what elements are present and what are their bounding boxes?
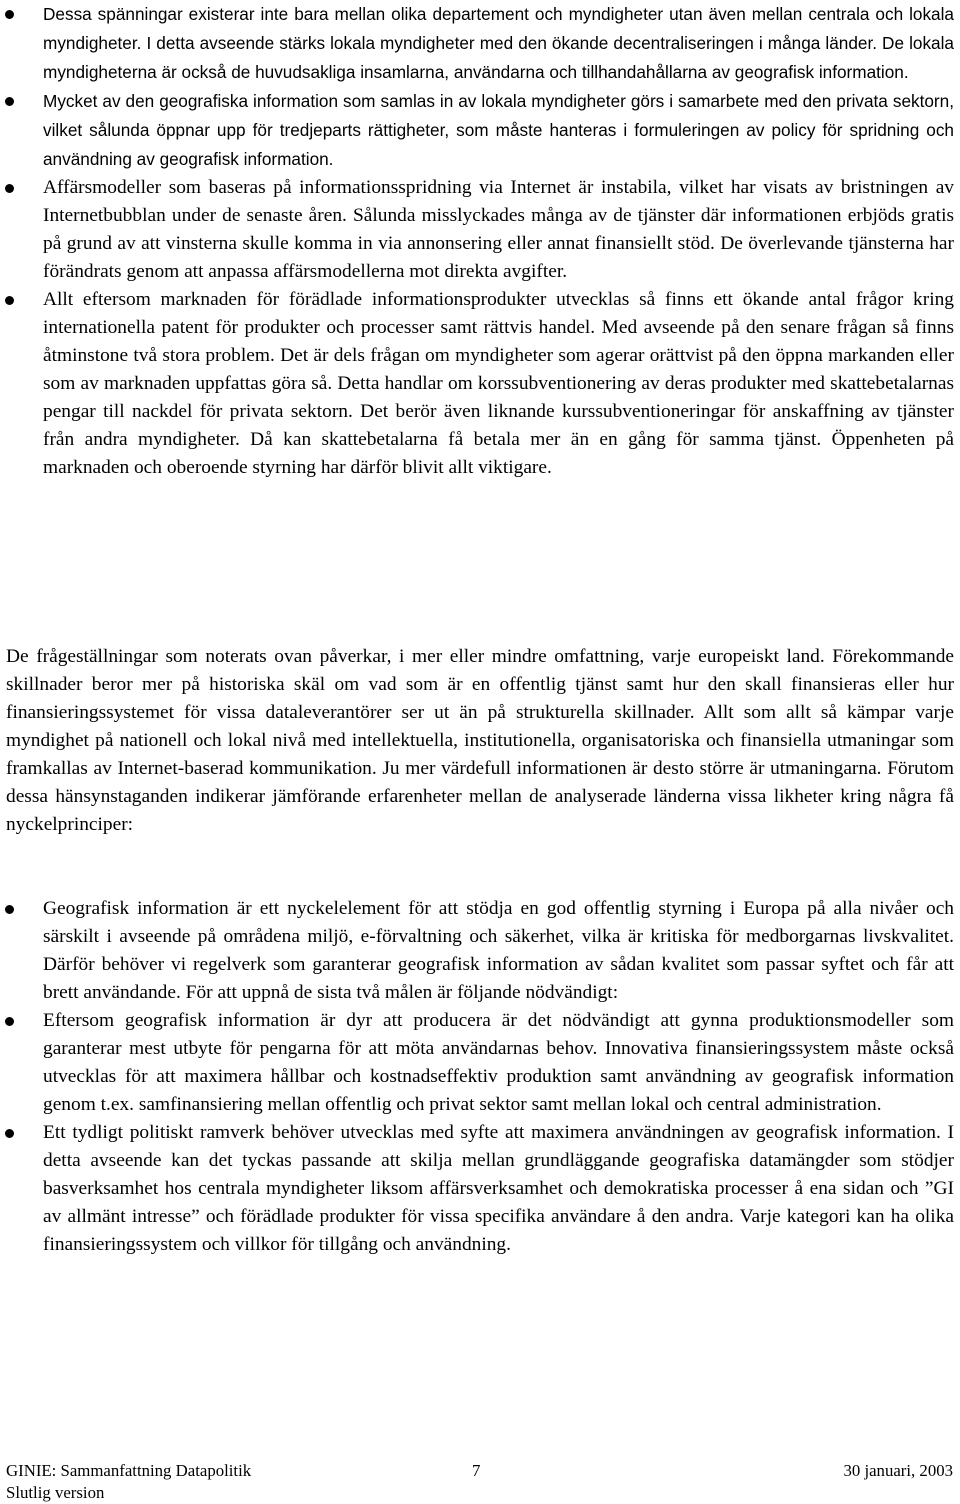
bullet-list-top	[0, 0, 960, 482]
bullet-text: Eftersom geografisk information är dyr att producera är det nödvändigt att gynna produktionsmodeller som garanterar mest utbyte för pengarna för att möta användarnas behov. Innovativa finansieringssystem måste också utvecklas för att maximera hållbar och kostnadseffektiv produktion samt användning av geografisk information genom t.ex. samfinansiering mellan offentlig och privat sektor samt mellan lokal och central administration.	[43, 1010, 954, 1115]
page-footer	[6, 1460, 953, 1504]
bullet-item	[0, 895, 960, 1007]
bullet-item	[0, 87, 960, 174]
bullet-dot-icon	[5, 905, 14, 914]
bullet-dot-icon	[5, 1017, 14, 1026]
bullet-dot-icon	[5, 10, 14, 19]
bullet-item	[0, 174, 960, 286]
bullet-dot-icon	[5, 184, 14, 193]
bullet-list-bottom	[0, 895, 960, 1259]
footer-document-title: GINIE: Sammanfattning Datapolitik	[6, 1461, 252, 1480]
footer-page-number: 7	[472, 1461, 481, 1480]
bullet-text: Affärsmodeller som baseras på informationsspridning via Internet är instabila, vilket har visats av bristningen av Internetbubblan under de senaste åren. Sålunda misslyckades många av de tjänster där informationen erbjöds gratis på grund av att vinsterna skulle komma in via annonsering eller annat finansiellt stöd. De överlevande tjänsterna har förändrats genom att anpassa affärsmodellerna mot direkta avgifter.	[43, 177, 954, 282]
footer-version: Slutlig version	[6, 1483, 105, 1502]
bullet-text: Dessa spänningar existerar inte bara mellan olika departement och myndigheter utan även mellan centrala och lokala myndigheter. I detta avseende stärks lokala myndigheter med den ökande decentraliseringen i många länder. De lokala myndigheterna är också de huvudsakliga insamlarna, användarna och tillhandahållarna av geografisk information.	[43, 4, 954, 82]
bullet-dot-icon	[5, 296, 14, 305]
bullet-item	[0, 0, 960, 87]
footer-date: 30 januari, 2003	[843, 1461, 953, 1480]
body-paragraph: De frågeställningar som noterats ovan påverkar, i mer eller mindre omfattning, varje europeiskt land. Förekommande skillnader beror mer på historiska skäl om vad som är en offentlig tjänst samt hur den skall finansieras eller hur finansieringssystemet för vissa dataleverantörer ser ut än på strukturella skillnader. Allt som allt så kämpar varje myndighet på nationell och lokal nivå med intellektuella, institutionella, organisatoriska och finansiella utmaningar som framkallas av Internet-baserad kommunikation. Ju mer värdefull informationen är desto större är utmaningarna. Förutom dessa hänsynstaganden indikerar jämförande erfarenheter mellan de analyserade länderna vissa likheter kring några få nyckelprinciper:	[6, 646, 954, 835]
bullet-item	[0, 1007, 960, 1119]
bullet-dot-icon	[5, 1129, 14, 1138]
bullet-text: Geografisk information är ett nyckelelement för att stödja en god offentlig styrning i Europa på alla nivåer och särskilt i avseende på områdena miljö, e-förvaltning och säkerhet, vilka är kritiska för medborgarnas livskvalitet. Därför behöver vi regelverk som garanterar geografisk information av sådan kvalitet som passar syftet och får att brett användande. För att uppnå de sista två målen är följande nödvändigt:	[43, 898, 954, 1003]
bullet-text: Ett tydligt politiskt ramverk behöver utvecklas med syfte att maximera användningen av geografisk information. I detta avseende kan det tyckas passande att skilja mellan grundläggande geografiska datamängder som stödjer basverksamhet hos centrala myndigheter liksom affärsverksamhet och demokratiska processer å ena sidan och ”GI av allmänt intresse” och förädlade produkter för vissa specifika användare å den andra. Varje kategori kan ha olika finansieringssystem och villkor för tillgång och användning.	[43, 1122, 954, 1255]
bullet-text: Mycket av den geografiska information som samlas in av lokala myndigheter görs i samarbete med den privata sektorn, vilket sålunda öppnar upp för tredjeparts rättigheter, som måste hanteras i formuleringen av policy för spridning och användning av geografisk information.	[43, 91, 954, 169]
bullet-item	[0, 1119, 960, 1259]
bullet-text: Allt eftersom marknaden för förädlade informationsprodukter utvecklas så finns ett ökande antal frågor kring internationella patent för produkter och processer samt rättvis handel. Med avseende på den senare frågan så finns åtminstone två stora problem. Det är dels frågan om myndigheter som agerar orättvist på den öppna markanden eller som av marknaden uppfattas göra så. Detta handlar om korssubventionering av deras produkter med skattebetalarnas pengar till nackdel för privata sektorn. Det berör även liknande kurssubventioneringar för anskaffning av tjänster från andra myndigheter. Då kan skattebetalarna få betala mer än en gång för samma tjänst. Öppenheten på marknaden och oberoende styrning har därför blivit allt viktigare.	[43, 289, 954, 478]
bullet-item	[0, 286, 960, 482]
bullet-dot-icon	[5, 97, 14, 106]
